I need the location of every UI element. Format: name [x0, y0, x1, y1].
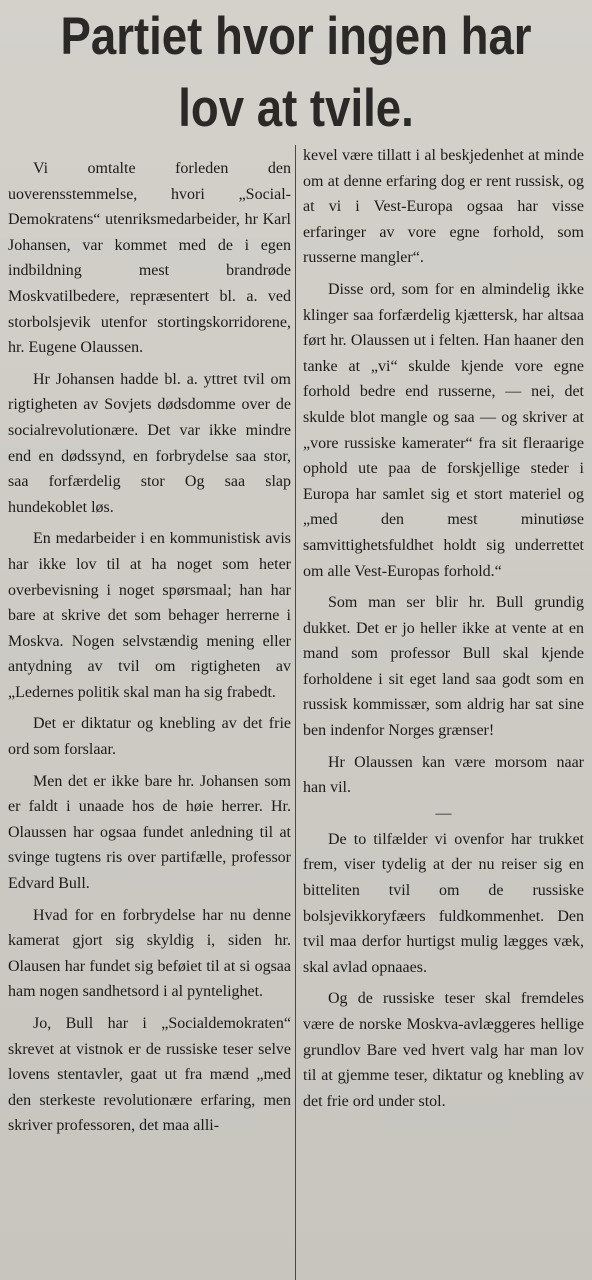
paragraph: De to tilfælder vi ovenfor har trukket frem, viser tydelig at der nu reiser sig en bitteliten tvil om de russiske bolsjevikkoryfæers fuldkommenhet. Den tvil maa derfor hurtigst mulig lægges væk, skal avlad opnaaes. — [303, 830, 584, 976]
left-column — [8, 156, 291, 1139]
headline-line-1: Partiet hvor ingen har — [60, 7, 532, 66]
headline — [0, 0, 592, 145]
paragraph: Men det er ikke bare hr. Johansen som er faldt i unaade hos de høie herrer. Hr. Olaussen har ogsaa fundet anledning til at svinge tugtens ris over partifælle, professor Edvard Bull. — [8, 772, 291, 893]
right-column — [303, 143, 584, 1114]
paragraph: Og de russiske teser skal fremdeles være de norske Moskva-avlæggeres hellige grundlov Bare ved hvert valg har man lov til at gjemme teser, diktatur og knebling av det frie ord under stol. — [303, 990, 584, 1110]
paragraph: Hvad for en forbrydelse har nu denne kamerat gjort sig skyldig i, siden hr. Olausen har fundet sig beføiet til at si ogsaa ham nogen sandhetsord i al pyntelighet. — [8, 906, 291, 1001]
column-divider — [295, 145, 296, 1280]
paragraph: kevel være tillatt i al beskjedenhet at minde om at denne erfaring dog er rent russisk, og at vi i Vest-Europa ogsaa har visse erfaringer av vore egne forhold, som russerne mangler“. — [303, 147, 584, 267]
headline-line-2: lov at tvile. — [178, 79, 414, 138]
section-separator: — — [435, 804, 452, 822]
paragraph: Hr Olaussen kan være morsom naar han vil. — [303, 753, 584, 797]
paragraph: Hr Johansen hadde bl. a. yttret tvil om rigtigheten av Sovjets dødsdomme over de socialrevolutionære. Det var ikke mindre end en dødssynd, en forbrydelse saa stor, saa forfærdelig stor Og saa slap hundekoblet løs. — [8, 370, 291, 516]
paragraph: Det er diktatur og knebling av det frie ord som forslaar. — [8, 715, 291, 759]
paragraph: Vi omtalte forleden den uoverensstemmelse, hvori „Social-Demokratens“ utenriksmedarbeider, hr Karl Johansen, var kommet med de i egen indbildning mest brandrøde Moskvatilbedere, repræsentert bl. a. ved storbolsjevik utenfor stortingskorridorene, hr. Eugene Olaussen. — [8, 160, 291, 357]
paragraph: Jo, Bull har i „Socialdemokraten“ skrevet at vistnok er de russiske teser selve lovens stentavler, gaat ut fra mænd „med den sterkeste revolutionære erfaring, men skriver professoren, det maa alli- — [8, 1015, 291, 1135]
paragraph: En medarbeider i en kommunistisk avis har ikke lov til at ha noget som heter overbevisning i noget spørsmaal; han har bare at skrive det som behager herrerne i Moskva. Nogen selvstændig mening eller antydning av tvil om rigtigheten av „Ledernes politik skal man ha sig frabedt. — [8, 530, 291, 701]
paragraph: Disse ord, som for en almindelig ikke klinger saa forfærdelig kjættersk, har altsaa ført hr. Olaussen ut i felten. Han haaner den tanke at „vi“ skulde kjende vore egne forhold bedre end russerne, — nei, det skulde blot mangle og saa — og skriver at „vore russiske kamerater“ fra sit fleraarige ophold ute paa de forskjellige steder i Europa har samlet sig et stort materiel og „med den mest minutiøse samvittighetsfuldhet holdt sig underrettet om alle Vest-Europas forhold.“ — [303, 280, 584, 580]
paragraph: Som man ser blir hr. Bull grundig dukket. Det er jo heller ikke at vente at en mand som professor Bull skal kjende forholdene i sit eget land saa godt som en russisk kommissær, som aldrig har sat sine ben indenfor Norges grænser! — [303, 594, 584, 740]
